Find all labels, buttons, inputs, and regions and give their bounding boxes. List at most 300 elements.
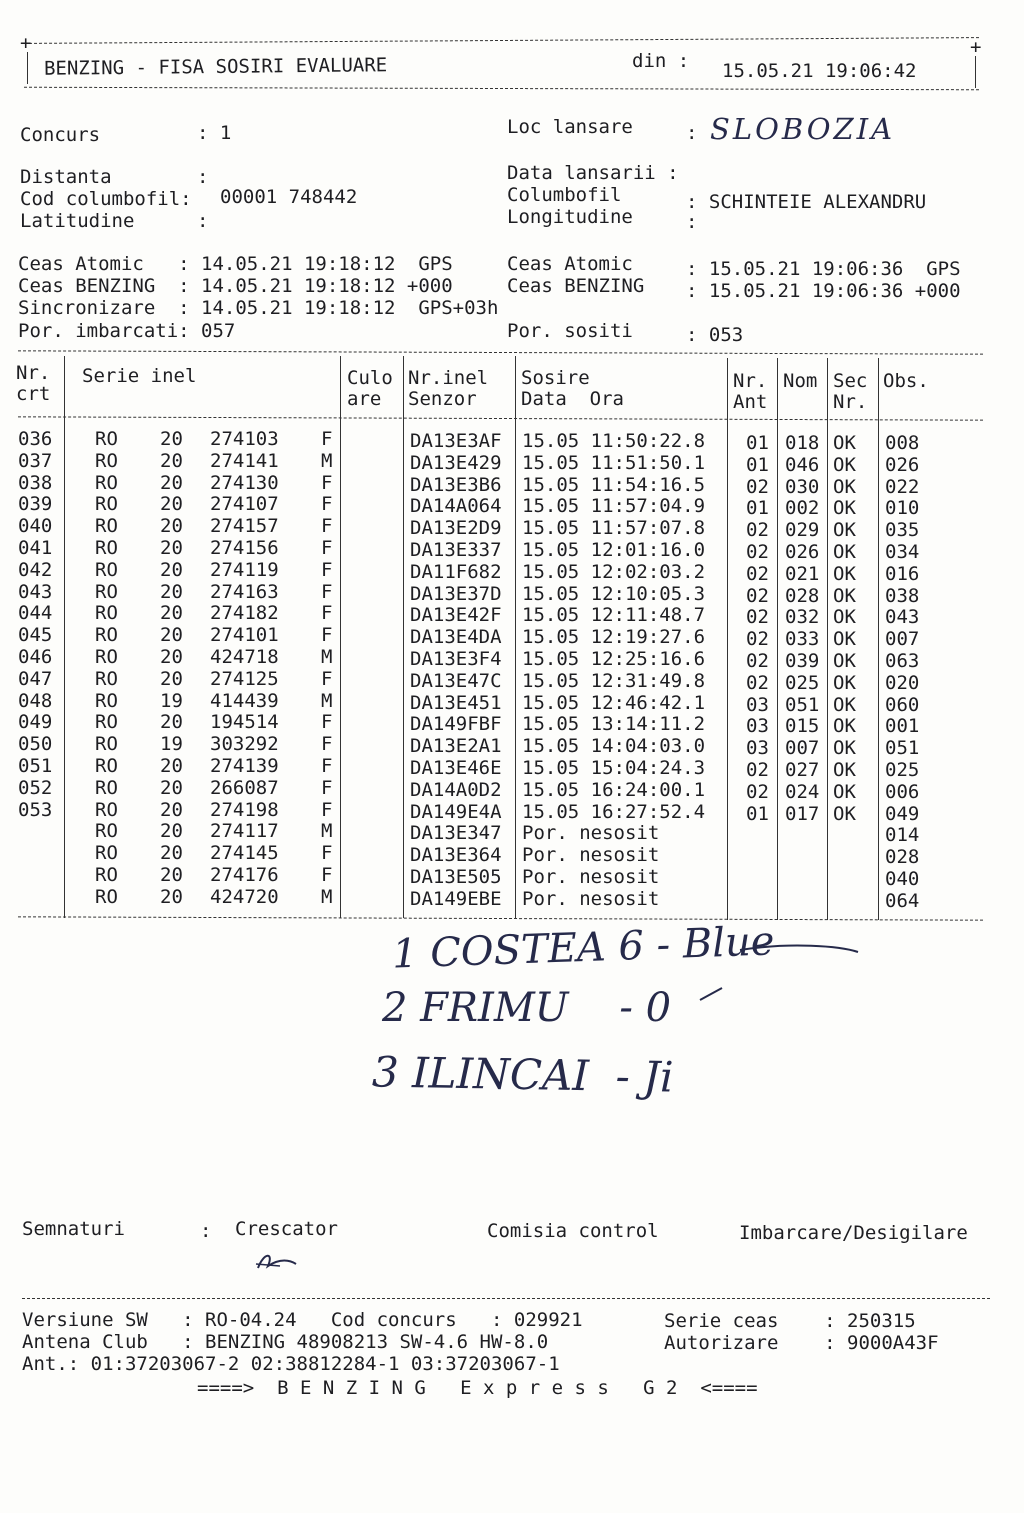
cell-sex: F <box>321 580 333 603</box>
cell-ring-number: 424720 <box>210 885 279 908</box>
cell-obs: 007 <box>885 628 920 651</box>
cell-senzor: DA13E347 <box>410 822 502 845</box>
cell-sosire: Por. nesosit <box>522 866 660 888</box>
cell-country: RO <box>95 755 118 777</box>
comisia-label: Comisia control <box>487 1220 659 1242</box>
cell-year: 20 <box>160 515 183 538</box>
cross-stroke <box>700 988 722 1000</box>
cell-senzor: DA149EBE <box>410 887 502 910</box>
cod-columbofil-label: Cod columbofil: <box>20 188 192 210</box>
table-row <box>0 515 1024 542</box>
table-row <box>0 842 1024 869</box>
cell-sosire: 15.05 15:04:24.3 <box>522 757 706 779</box>
cell-year: 20 <box>160 558 183 581</box>
handwritten-line-1: 1 COSTEA 6 - Blue <box>391 918 776 978</box>
cell-sosire: Por. nesosit <box>522 887 660 910</box>
cell-ant: 02 <box>746 562 769 585</box>
cell-crt: 053 <box>18 798 53 821</box>
cell-senzor: DA13E2D9 <box>410 517 502 540</box>
loc-lansare-value: SLOBOZIA <box>710 112 896 146</box>
concurs-label: Concurs <box>20 124 101 146</box>
cell-country: RO <box>95 689 118 712</box>
cell-sex: F <box>321 624 333 647</box>
cell-sec: OK <box>833 562 856 585</box>
cell-sosire: 15.05 16:24:00.1 <box>522 778 706 801</box>
cell-sosire: 15.05 11:57:07.8 <box>522 517 706 540</box>
cell-obs: 040 <box>885 868 920 890</box>
cell-sex: F <box>321 864 333 886</box>
cell-sosire: 15.05 12:10:05.3 <box>522 582 706 605</box>
cell-year: 20 <box>160 471 183 494</box>
cell-year: 20 <box>160 449 183 472</box>
header-nom: Nom <box>783 370 818 392</box>
clock-line2-right-value: : 15.05.21 19:06:36 +000 <box>686 280 961 302</box>
cell-senzor: DA11F682 <box>410 560 502 583</box>
cell-sosire: 15.05 11:51:50.1 <box>522 451 706 474</box>
cell-year: 20 <box>160 624 183 647</box>
cell-sex: M <box>321 885 333 908</box>
cell-ring-number: 424718 <box>210 646 279 668</box>
table-row <box>0 580 1024 607</box>
table-row <box>0 428 1024 454</box>
cell-sosire: Por. nesosit <box>522 844 660 867</box>
cell-sex: M <box>321 820 333 843</box>
cell-obs: 043 <box>885 606 920 629</box>
cell-obs: 038 <box>885 584 920 607</box>
cell-obs: 028 <box>885 846 920 869</box>
header-din-value: 15.05.21 19:06:42 <box>722 60 917 82</box>
cell-year: 20 <box>160 755 183 777</box>
cell-sex: F <box>321 711 333 734</box>
cell-senzor: DA13E42F <box>410 604 502 627</box>
clock-line4-left: Por. imbarcati: 057 <box>18 320 236 342</box>
cell-nom: 051 <box>785 693 820 716</box>
cell-year: 20 <box>160 580 183 603</box>
distanta-label: Distanta <box>20 166 112 188</box>
cell-ring-number: 274107 <box>210 493 279 516</box>
concurs-value: : 1 <box>197 122 232 144</box>
table-row <box>0 776 1024 803</box>
cell-ant: 02 <box>746 584 769 607</box>
cell-sosire: 15.05 12:31:49.8 <box>522 669 706 692</box>
cell-sex: M <box>321 449 333 472</box>
cell-nom: 021 <box>785 562 820 585</box>
cell-year: 20 <box>160 428 183 450</box>
cell-sex: F <box>321 798 333 821</box>
cell-country: RO <box>95 493 118 516</box>
data-lansarii-label: Data lansarii : <box>507 162 679 184</box>
cell-nom: 027 <box>785 759 820 781</box>
handwritten-line-2: 2 FRIMU - 0 <box>382 985 672 1031</box>
cell-sex: F <box>321 602 333 625</box>
cell-crt: 041 <box>18 537 53 559</box>
table-bottom-border <box>18 916 983 920</box>
cell-country: RO <box>95 428 118 450</box>
table-row <box>0 602 1024 629</box>
table-row <box>0 646 1024 672</box>
cell-ant: 01 <box>746 497 769 520</box>
cell-obs: 008 <box>885 432 920 454</box>
cell-sosire: Por. nesosit <box>522 822 660 845</box>
cell-obs: 010 <box>885 497 920 520</box>
cell-sec: OK <box>833 519 856 542</box>
cell-nom: 002 <box>785 497 820 520</box>
cell-crt: 052 <box>18 776 53 799</box>
cell-obs: 020 <box>885 671 920 694</box>
cell-ant: 02 <box>746 519 769 542</box>
table-row <box>0 689 1024 716</box>
cell-sosire: 15.05 12:11:48.7 <box>522 604 706 627</box>
cell-nom: 030 <box>785 475 820 498</box>
header-senzor-1: Nr.inel <box>408 367 489 389</box>
cell-ring-number: 414439 <box>210 689 279 712</box>
cell-ant: 01 <box>746 802 769 825</box>
cell-ant: 02 <box>746 606 769 629</box>
cell-ring-number: 274117 <box>210 820 279 843</box>
cell-senzor: DA13E337 <box>410 539 502 561</box>
cell-senzor: DA13E3AF <box>410 430 502 452</box>
cell-crt: 049 <box>18 711 53 734</box>
distanta-colon: : <box>197 166 209 188</box>
cell-sosire: 15.05 11:50:22.8 <box>522 430 706 452</box>
cell-nom: 028 <box>785 584 820 607</box>
cell-country: RO <box>95 624 118 647</box>
cell-sex: M <box>321 689 333 712</box>
cell-year: 20 <box>160 646 183 668</box>
cell-nom: 025 <box>785 671 820 694</box>
cell-senzor: DA13E3F4 <box>410 648 502 670</box>
table-row <box>0 755 1024 781</box>
cell-obs: 014 <box>885 824 920 847</box>
header-sosire-2: Data Ora <box>521 388 624 410</box>
cell-country: RO <box>95 842 118 865</box>
cell-nom: 033 <box>785 628 820 651</box>
cell-sec: OK <box>833 541 856 563</box>
cell-ant: 01 <box>746 453 769 476</box>
table-header-border <box>18 416 983 420</box>
header-crt: crt <box>16 383 51 405</box>
cell-country: RO <box>95 820 118 843</box>
cell-sec: OK <box>833 759 856 781</box>
cell-ant: 03 <box>746 693 769 716</box>
cell-year: 20 <box>160 667 183 690</box>
cell-senzor: DA14A064 <box>410 495 502 518</box>
header-obs: Obs. <box>883 370 929 392</box>
cell-crt: 040 <box>18 515 53 538</box>
header-serie-inel: Serie inel <box>82 365 197 387</box>
cell-senzor: DA13E364 <box>410 844 502 867</box>
footer-line2-a: Antena Club : BENZING 48908213 SW-4.6 HW-8.0 <box>22 1331 549 1353</box>
footer-line2-b: Autorizare : 9000A43F <box>664 1332 939 1354</box>
cell-ring-number: 274119 <box>210 558 279 581</box>
footer-line3: Ant.: 01:37203067-2 02:38812284-1 03:37203067-1 <box>22 1353 560 1375</box>
cell-obs: 026 <box>885 453 920 476</box>
cell-crt: 045 <box>18 624 53 647</box>
cell-year: 20 <box>160 602 183 625</box>
cell-sec: OK <box>833 693 856 716</box>
cell-obs: 006 <box>885 780 920 803</box>
header-corner-tl: + <box>20 32 32 54</box>
cell-year: 20 <box>160 864 183 886</box>
cell-crt: 047 <box>18 667 53 690</box>
cell-nom: 029 <box>785 519 820 542</box>
cell-year: 20 <box>160 842 183 865</box>
cell-country: RO <box>95 602 118 625</box>
cell-ring-number: 274101 <box>210 624 279 647</box>
cell-obs: 034 <box>885 541 920 563</box>
cell-sosire: 15.05 12:01:16.0 <box>522 539 706 561</box>
cell-sosire: 15.05 12:19:27.6 <box>522 626 706 649</box>
cell-country: RO <box>95 537 118 559</box>
cell-ring-number: 274103 <box>210 428 279 450</box>
header-senzor-2: Senzor <box>408 388 477 410</box>
table-row <box>0 885 1024 912</box>
table-row <box>0 798 1024 825</box>
cell-ant: 02 <box>746 650 769 672</box>
cell-senzor: DA13E47C <box>410 669 502 692</box>
cell-country: RO <box>95 711 118 734</box>
cell-sec: OK <box>833 650 856 672</box>
cell-crt: 037 <box>18 449 53 472</box>
cell-obs: 035 <box>885 519 920 542</box>
cell-sex: F <box>321 471 333 494</box>
cell-year: 20 <box>160 885 183 908</box>
cell-sec: OK <box>833 497 856 520</box>
cell-crt: 051 <box>18 755 53 777</box>
semnaturi-label: Semnaturi <box>22 1218 125 1240</box>
cell-sec: OK <box>833 780 856 803</box>
cell-senzor: DA13E505 <box>410 866 502 888</box>
cell-crt: 050 <box>18 733 53 756</box>
cod-columbofil-value: 00001 748442 <box>220 186 358 208</box>
clock-line4-right-value: : 053 <box>686 324 744 346</box>
cell-sec: OK <box>833 737 856 760</box>
cell-sosire: 15.05 13:14:11.2 <box>522 713 706 736</box>
clock-line4-right-label: Por. sositi <box>507 320 633 342</box>
cell-sec: OK <box>833 671 856 694</box>
cell-ring-number: 194514 <box>210 711 279 734</box>
header-sec-1: Sec <box>833 370 868 392</box>
cell-sosire: 15.05 11:57:04.9 <box>522 495 706 518</box>
cell-sosire: 15.05 14:04:03.0 <box>522 735 706 758</box>
cell-country: RO <box>95 733 118 756</box>
table-row <box>0 711 1024 738</box>
cell-sex: F <box>321 842 333 865</box>
cell-ant: 02 <box>746 671 769 694</box>
cell-sex: M <box>321 646 333 668</box>
cell-ring-number: 274198 <box>210 798 279 821</box>
columbofil-value: : SCHINTEIE ALEXANDRU <box>686 191 927 213</box>
cell-country: RO <box>95 558 118 581</box>
cell-senzor: DA13E3B6 <box>410 473 502 496</box>
clock-line2-left: Ceas BENZING : 14.05.21 19:18:12 +000 <box>18 275 453 297</box>
cell-ant: 01 <box>746 432 769 454</box>
cell-ring-number: 274157 <box>210 515 279 538</box>
cell-sec: OK <box>833 475 856 498</box>
cell-sosire: 15.05 12:46:42.1 <box>522 691 706 714</box>
header-top-border <box>24 37 979 44</box>
cell-senzor: DA14A0D2 <box>410 778 502 801</box>
cell-sosire: 15.05 11:54:16.5 <box>522 473 706 496</box>
cell-year: 20 <box>160 798 183 821</box>
cell-ant: 02 <box>746 780 769 803</box>
cell-nom: 018 <box>785 432 820 454</box>
handwritten-line-3: 3 ILINCAI - Ji <box>371 1047 674 1102</box>
cell-obs: 051 <box>885 737 920 760</box>
header-din-label: din : <box>632 50 690 72</box>
crescator-signature <box>250 1248 310 1278</box>
cell-senzor: DA13E37D <box>410 582 502 605</box>
cell-ring-number: 274139 <box>210 755 279 777</box>
cell-sex: F <box>321 733 333 756</box>
cell-year: 20 <box>160 493 183 516</box>
cell-sosire: 15.05 16:27:52.4 <box>522 800 706 823</box>
table-row <box>0 537 1024 563</box>
cell-nom: 032 <box>785 606 820 629</box>
cell-nom: 024 <box>785 780 820 803</box>
clock-line3-left: Sincronizare : 14.05.21 19:18:12 GPS+03h <box>18 297 499 319</box>
cell-sex: F <box>321 667 333 690</box>
cell-crt: 038 <box>18 471 53 494</box>
header-sec-2: Nr. <box>833 391 868 413</box>
cell-sec: OK <box>833 453 856 476</box>
cell-crt: 042 <box>18 558 53 581</box>
cell-nom: 017 <box>785 802 820 825</box>
cell-year: 19 <box>160 689 183 712</box>
cell-ring-number: 274130 <box>210 471 279 494</box>
cell-senzor: DA149E4A <box>410 800 502 823</box>
cell-ring-number: 274163 <box>210 580 279 603</box>
cell-year: 20 <box>160 820 183 843</box>
cell-ring-number: 274182 <box>210 602 279 625</box>
cell-country: RO <box>95 580 118 603</box>
clock-line1-left: Ceas Atomic : 14.05.21 19:18:12 GPS <box>18 253 453 275</box>
cell-senzor: DA13E429 <box>410 451 502 474</box>
cell-nom: 015 <box>785 715 820 738</box>
cell-sex: F <box>321 776 333 799</box>
cell-sosire: 15.05 12:25:16.6 <box>522 648 706 670</box>
cell-sex: F <box>321 428 333 450</box>
cell-ring-number: 274145 <box>210 842 279 865</box>
loc-lansare-colon: : <box>686 122 698 144</box>
table-row <box>0 667 1024 694</box>
cell-sex: F <box>321 755 333 777</box>
header-ant-1: Nr. <box>733 370 768 392</box>
cell-sex: F <box>321 537 333 559</box>
footer-line1-a: Versiune SW : RO-04.24 Cod concurs : 029921 <box>22 1309 583 1331</box>
table-row <box>0 558 1024 585</box>
table-row <box>0 733 1024 760</box>
cell-country: RO <box>95 885 118 908</box>
table-row <box>0 864 1024 890</box>
table-row <box>0 820 1024 847</box>
clock-line2-right-label: Ceas BENZING <box>507 275 645 297</box>
cell-year: 19 <box>160 733 183 756</box>
cell-country: RO <box>95 798 118 821</box>
table-top-border <box>18 350 983 354</box>
cell-ant: 03 <box>746 715 769 738</box>
clock-line1-right-label: Ceas Atomic <box>507 253 633 275</box>
cell-sosire: 15.05 12:02:03.2 <box>522 560 706 583</box>
cell-crt: 046 <box>18 646 53 668</box>
header-left-border <box>27 52 28 84</box>
cell-crt: 043 <box>18 580 53 603</box>
clock-line1-right-value: : 15.05.21 19:06:36 GPS <box>686 258 961 280</box>
cell-ring-number: 274125 <box>210 667 279 690</box>
header-ant-2: Ant <box>733 391 768 413</box>
footer-top-border <box>22 1298 990 1299</box>
table-row <box>0 449 1024 476</box>
cell-obs: 063 <box>885 650 920 672</box>
cell-obs: 049 <box>885 802 920 825</box>
cell-senzor: DA13E46E <box>410 757 502 779</box>
cell-sec: OK <box>833 628 856 651</box>
header-nr: Nr. <box>16 362 51 384</box>
header-bottom-border <box>24 87 979 91</box>
cell-nom: 007 <box>785 737 820 760</box>
crescator-label: Crescator <box>235 1218 338 1240</box>
cell-ant: 02 <box>746 759 769 781</box>
cell-obs: 060 <box>885 693 920 716</box>
table-row <box>0 493 1024 520</box>
loc-lansare-label: Loc lansare <box>507 116 633 138</box>
table-row <box>0 471 1024 498</box>
cell-ring-number: 274156 <box>210 537 279 559</box>
cell-senzor: DA13E2A1 <box>410 735 502 758</box>
cell-crt: 044 <box>18 602 53 625</box>
table-row <box>0 624 1024 651</box>
cell-obs: 064 <box>885 889 920 912</box>
cell-crt: 039 <box>18 493 53 516</box>
cell-ring-number: 274141 <box>210 449 279 472</box>
footer-line4: ====> B E N Z I N G E x p r e s s G 2 <==== <box>197 1377 758 1399</box>
longitudine-colon: : <box>686 211 698 233</box>
header-sosire-1: Sosire <box>521 367 590 389</box>
header-right-border <box>975 56 976 88</box>
cell-sec: OK <box>833 606 856 629</box>
cell-country: RO <box>95 515 118 538</box>
cell-crt: 036 <box>18 428 53 450</box>
cell-obs: 022 <box>885 475 920 498</box>
cell-senzor: DA13E451 <box>410 691 502 714</box>
cell-sec: OK <box>833 715 856 738</box>
cell-ant: 02 <box>746 628 769 651</box>
cell-ring-number: 274176 <box>210 864 279 886</box>
cell-sex: F <box>321 558 333 581</box>
cell-ring-number: 303292 <box>210 733 279 756</box>
cell-obs: 025 <box>885 759 920 781</box>
latitudine-colon: : <box>197 210 209 232</box>
imbarcare-label: Imbarcare/Desigilare <box>739 1222 968 1244</box>
cell-country: RO <box>95 776 118 799</box>
cell-country: RO <box>95 667 118 690</box>
header-culoare-2: are <box>347 388 382 410</box>
cell-senzor: DA13E4DA <box>410 626 502 649</box>
cell-country: RO <box>95 471 118 494</box>
cell-ant: 02 <box>746 541 769 563</box>
cell-sec: OK <box>833 432 856 454</box>
cell-obs: 001 <box>885 715 920 738</box>
cell-ant: 02 <box>746 475 769 498</box>
columbofil-label: Columbofil <box>507 184 622 206</box>
header-corner-tr: + <box>970 36 982 58</box>
cell-nom: 046 <box>785 453 820 476</box>
header-title: BENZING - FISA SOSIRI EVALUARE <box>43 54 388 80</box>
footer-line1-b: Serie ceas : 250315 <box>664 1310 916 1332</box>
cell-senzor: DA149FBF <box>410 713 502 736</box>
cell-obs: 016 <box>885 562 920 585</box>
cell-crt: 048 <box>18 689 53 712</box>
